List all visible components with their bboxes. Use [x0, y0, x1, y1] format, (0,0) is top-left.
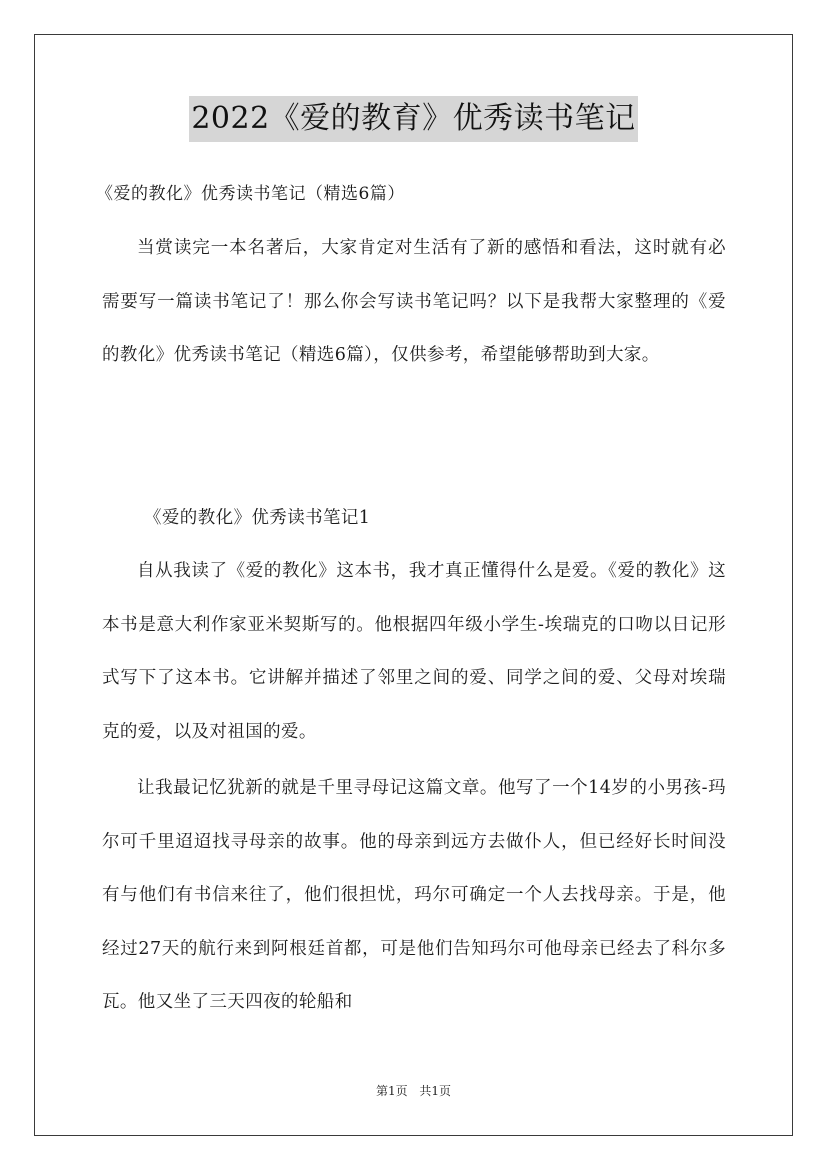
body-paragraph: 让我最记忆犹新的就是千里寻母记这篇文章。他写了一个14岁的小男孩-玛尔可千里迢迢找寻母亲的故事。他的母亲到远方去做仆人，但已经好长时间没有与他们有书信来往了，他们很担忧，玛尔可确定一个人去找母亲。于是，他经过27天的航行来到阿根廷首都，可是他们告知玛尔可他母亲已经去了科尔多瓦。他又坐了三天四夜的轮船和 [102, 778, 726, 1012]
section-heading: 《爱的教化》优秀读书笔记1 [144, 508, 371, 528]
document-title: 2022《爱的教育》优秀读书笔记 [189, 96, 637, 142]
intro-paragraph: 当赏读完一本名著后，大家肯定对生活有了新的感悟和看法，这时就有必需要写一篇读书笔记了！那么你会写读书笔记吗？以下是我帮大家整理的《爱的教化》优秀读书笔记（精选6篇），仅供参考，希望能够帮助到大家。 [102, 238, 726, 365]
title-container [0, 96, 827, 142]
page-footer [0, 1082, 827, 1100]
page-number: 第1页 [375, 1084, 408, 1098]
body-paragraph: 自从我读了《爱的教化》这本书，我才真正懂得什么是爱。《爱的教化》这本书是意大利作家亚米契斯写的。他根据四年级小学生-埃瑞克的口吻以日记形式写下了这本书。它讲解并描述了邻里之间的爱、同学之间的爱、父母对埃瑞克的爱，以及对祖国的爱。 [102, 561, 726, 742]
document-subtitle: 《爱的教化》优秀读书笔记（精选6篇） [96, 184, 405, 204]
page-total: 共1页 [419, 1084, 452, 1098]
